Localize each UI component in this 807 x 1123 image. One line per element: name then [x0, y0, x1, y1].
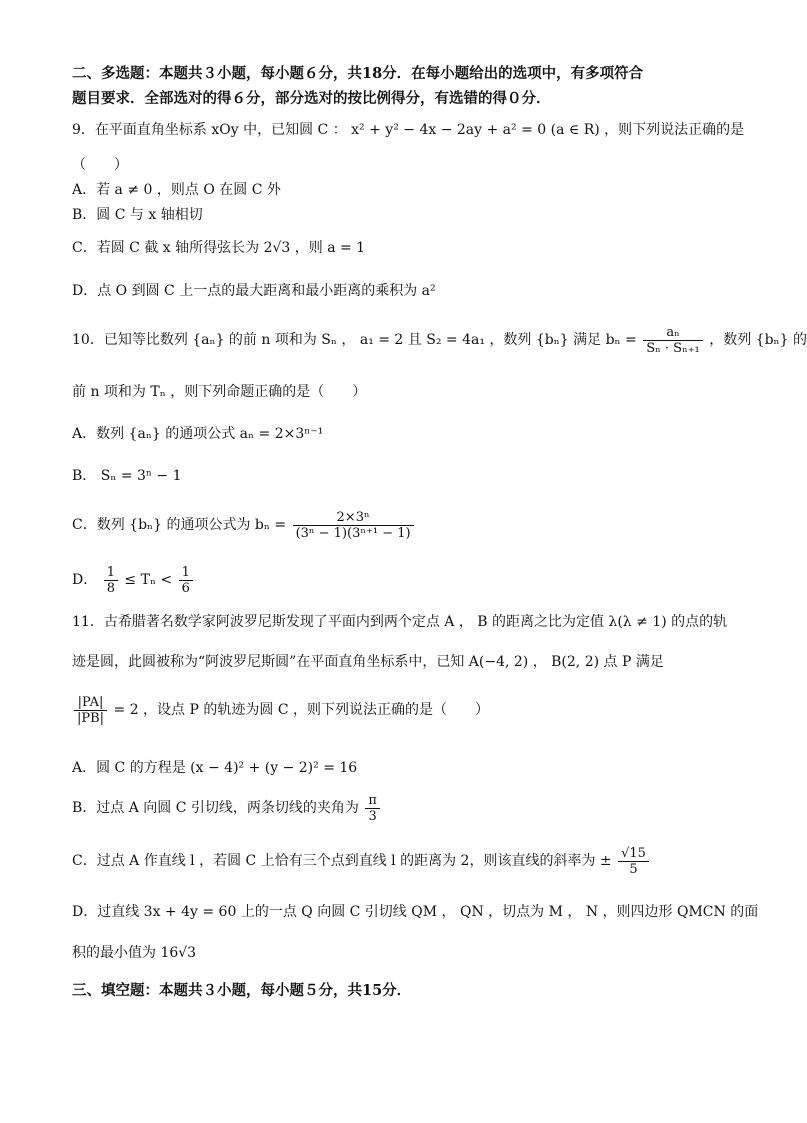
q10-option-c-fraction [293, 510, 414, 541]
q11-option-d-line1: D．过直线 3x + 4y = 60 上的一点 Q 向圆 C 引切线 QM ， QN ，切点为 M ， N ，则四边形 QMCN 的面 [72, 904, 759, 920]
q11-option-b-numerator: π [365, 793, 380, 809]
q10-option-d-fraction2 [179, 565, 193, 596]
q11-option-b [72, 790, 734, 826]
q11-option-b-denominator: 3 [368, 808, 377, 824]
q10-option-c [72, 505, 734, 545]
q10-stem-pre: 10．已知等比数列 {aₙ} 的前 n 项和为 Sₙ ， a₁ = 2 且 S₂ = 4a₁ ，数列 {bₙ} 满足 bₙ = [72, 332, 637, 348]
q11-ratio-fraction [74, 695, 107, 726]
q11-stem-line3-text: = 2 ，设点 P 的轨迹为圆 C ，则下列说法正确的是（ ） [113, 702, 489, 718]
q10-option-a: A．数列 {aₙ} 的通项公式 aₙ = 2×3ⁿ⁻¹ [72, 426, 324, 442]
section2-header-line1: 二、多选题：本题共３小题，每小题６分，共18分．在每小题给出的选项中，有多项符合 [72, 65, 644, 82]
q10-option-c-numerator: 2×3ⁿ [293, 510, 414, 526]
q11-ratio-numerator: |PA| [74, 695, 107, 711]
q9-option-c: C．若圆 C 截 x 轴所得弦长为 2√3 ，则 a = 1 [72, 240, 366, 256]
q10-option-d-den1: 8 [106, 580, 115, 596]
q10-option-c-denominator: (3ⁿ − 1)(3ⁿ⁺¹ − 1) [295, 525, 411, 541]
q11-option-b-pre: B．过点 A 向圆 C 引切线，两条切线的夹角为 [72, 800, 359, 816]
q10-option-d-num1: 1 [104, 565, 118, 581]
q11-stem-line1: 11．古希腊著名数学家阿波罗尼斯发现了平面内到两个定点 A ， B 的距离之比为定值 λ(λ ≠ 1) 的点的轨 [72, 614, 728, 630]
q9-option-d: D．点 O 到圆 C 上一点的最大距离和最小距离的乘积为 a² [72, 283, 436, 299]
q10-bn-numerator: aₙ [643, 325, 703, 341]
q11-option-c-fraction [618, 846, 649, 877]
q10-option-d-den2: 6 [181, 580, 190, 596]
section3-header: 三、填空题：本题共３小题，每小题５分，共15分． [72, 982, 412, 999]
q10-option-c-pre: C．数列 {bₙ} 的通项公式为 bₙ = [72, 517, 287, 533]
q9-paren: （ ） [72, 157, 128, 173]
q9-option-b: B．圆 C 与 x 轴相切 [72, 207, 203, 223]
q11-option-d-line2: 积的最小值为 16√3 [72, 945, 197, 961]
q10-stem-line2: 前 n 项和为 Tₙ ，则下列命题正确的是（ ） [72, 384, 367, 400]
q9-option-a: A．若 a ≠ 0 ，则点 O 在圆 C 外 [72, 182, 281, 198]
q10-option-d-num2: 1 [179, 565, 193, 581]
q9-stem: 9．在平面直角坐标系 xOy 中，已知圆 C ： x² + y² − 4x − 2ay + a² = 0 (a ∈ R) ，则下列说法正确的是 [72, 122, 745, 138]
q11-option-b-fraction [365, 793, 380, 824]
q10-option-d [72, 562, 734, 598]
q11-option-c-pre: C．过点 A 作直线 l ，若圆 C 上恰有三个点到直线 l 的距离为 2，则该直线的斜率为 ± [72, 853, 612, 869]
q10-stem-post: ，数列 {bₙ} 的 [709, 332, 807, 348]
q11-ratio-denominator: |PB| [77, 710, 105, 726]
q11-stem-line2: 迹是圆，此圆被称为“阿波罗尼斯圆”在平面直角坐标系中，已知 A(−4, 2) ， B(2, 2) 点 P 满足 [72, 654, 664, 670]
q10-option-d-fraction1 [104, 565, 118, 596]
q11-stem-line3 [72, 690, 734, 730]
q10-bn-denominator: Sₙ · Sₙ₊₁ [646, 340, 700, 356]
q10-option-d-mid: ≤ Tₙ < [124, 572, 173, 588]
q10-option-b: B． Sₙ = 3ⁿ − 1 [72, 468, 182, 484]
q10-stem [72, 321, 807, 359]
q11-option-a: A．圆 C 的方程是 (x − 4)² + (y − 2)² = 16 [72, 760, 358, 776]
q11-option-c [72, 842, 734, 880]
q11-option-c-numerator: √15 [618, 846, 649, 862]
q10-option-d-pre: D． [72, 572, 98, 588]
q10-bn-fraction [643, 325, 703, 356]
q11-option-c-denominator: 5 [629, 861, 638, 877]
section2-header-line2: 题目要求．全部选对的得６分，部分选对的按比例得分，有选错的得０分． [72, 90, 551, 107]
